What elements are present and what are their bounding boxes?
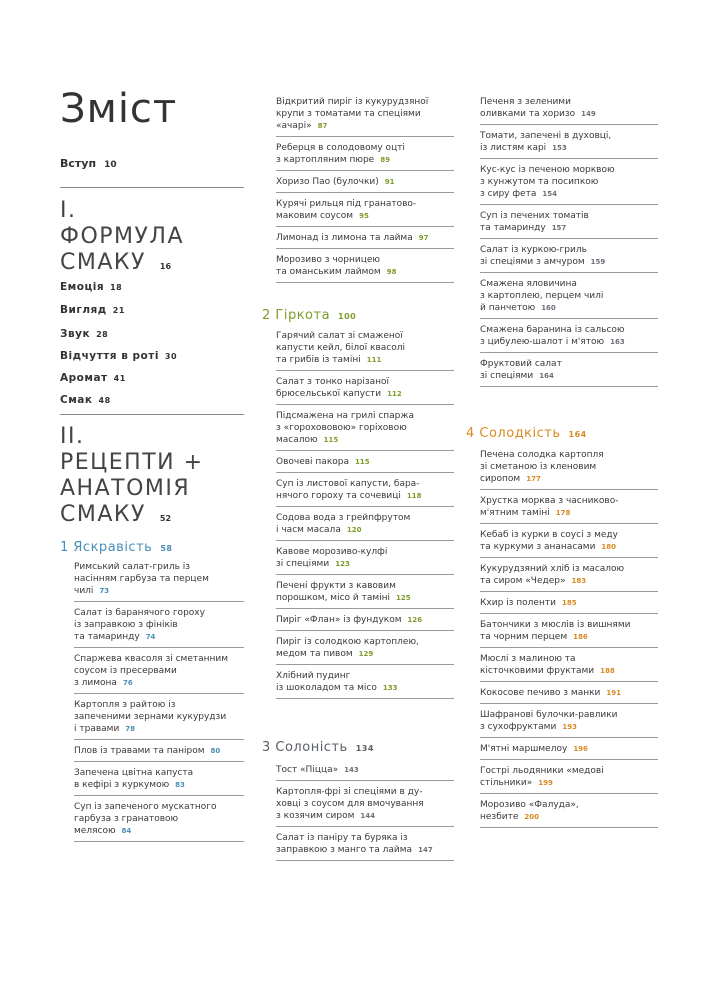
toc-entry[interactable]	[276, 546, 387, 570]
entry-page: 143	[344, 766, 359, 774]
entry-title-line: з «горохововою» горіховою	[276, 423, 407, 433]
entry-page: 129	[358, 650, 374, 658]
chapter-3-heading[interactable]	[262, 740, 374, 755]
entry-title-line: та сиром «Чедер»	[480, 576, 566, 586]
entry-divider	[480, 591, 658, 592]
entry-title-line: Відкритий пиріг із кукурудзяної	[276, 97, 429, 107]
entry-title-line: Суп із запеченого мускатного	[74, 802, 217, 812]
toc-entry[interactable]	[276, 636, 419, 660]
entry-page: 183	[571, 577, 587, 585]
toc-entry[interactable]	[276, 614, 422, 626]
toc-entry[interactable]	[74, 607, 205, 643]
toc-sense-item[interactable]	[60, 372, 126, 384]
entry-title-line: насінням гарбуза та перцем	[74, 574, 209, 584]
chapter-page: 58	[160, 544, 173, 553]
part-2-line3: СМАКУ	[60, 502, 146, 527]
entry-divider	[480, 737, 658, 738]
toc-entry[interactable]	[276, 198, 416, 222]
entry-title-line: та тамаринду	[480, 223, 546, 233]
entry-title-line: із заправкою з фініків	[74, 620, 178, 630]
entry-title-line: незбите	[480, 812, 519, 822]
entry-page: 115	[354, 458, 370, 466]
toc-entry[interactable]	[480, 244, 605, 268]
entry-title-line: Реберця в солодовому оцті	[276, 143, 405, 153]
entry-title-line: Салат із баранячого гороху	[74, 608, 205, 618]
entry-page: 177	[526, 475, 541, 483]
entry-title-line: з картоплею, перцем чилі	[480, 291, 604, 301]
entry-divider	[276, 630, 454, 631]
entry-title-line: Пиріг «Флан» із фундуком	[276, 615, 402, 625]
entry-title-line: Пиріг із солодкою картоплею,	[276, 637, 419, 647]
toc-entry[interactable]	[276, 786, 424, 822]
entry-title-line: Підсмажена на грилі спаржа	[276, 411, 414, 421]
entry-title-line: з кунжутом та посипкою	[480, 177, 599, 187]
sense-label: Смак	[60, 394, 93, 406]
entry-title-line: капусти кейл, білої квасолі	[276, 343, 405, 353]
entry-divider	[276, 248, 454, 249]
toc-entry[interactable]	[276, 456, 370, 468]
toc-entry[interactable]	[480, 358, 562, 382]
entry-title-line: зі спеціями	[276, 559, 330, 569]
entry-page: 112	[387, 390, 402, 398]
part-2-line1: РЕЦЕПТИ +	[60, 450, 204, 475]
entry-title-line: із шоколадом та місо	[276, 683, 377, 693]
entry-title-line: М'ятні маршмелоу	[480, 744, 568, 754]
entry-title-line: з сиру фета	[480, 189, 537, 199]
entry-page: 186	[573, 633, 588, 641]
entry-divider	[480, 557, 658, 558]
entry-page: 73	[99, 587, 110, 595]
sense-page: 41	[113, 374, 126, 383]
entry-divider	[480, 681, 658, 682]
entry-page: 157	[551, 224, 567, 232]
chapter-label: 2 Гіркота	[262, 308, 331, 323]
toc-entry[interactable]	[480, 765, 604, 789]
entry-divider	[480, 647, 658, 648]
entry-title-line: Гарячий салат зі смаженої	[276, 331, 403, 341]
entry-page: 196	[573, 745, 588, 753]
entry-divider	[276, 450, 454, 451]
entry-page: 160	[541, 304, 556, 312]
entry-title-line: Овочеві пакора	[276, 457, 349, 467]
entry-title-line: Морозиво «Фалуда»,	[480, 800, 579, 810]
entry-divider	[480, 523, 658, 524]
entry-page: 111	[366, 356, 382, 364]
part-2-line2: АНАТОМІЯ	[60, 476, 191, 501]
entry-title-line: з козячим сиром	[276, 811, 355, 821]
entry-title-line: мелясою	[74, 826, 116, 836]
toc-entry[interactable]	[276, 232, 429, 244]
part-1-page: 16	[159, 262, 172, 271]
entry-page: 123	[335, 560, 350, 568]
entry-page: 188	[600, 667, 615, 675]
entry-title-line: Суп із листової капусти, бара-	[276, 479, 420, 489]
intro-page: 10	[104, 160, 117, 170]
entry-page: 193	[562, 723, 577, 731]
toc-entry[interactable]	[480, 799, 579, 823]
entry-title-line: крупи з томатами та спеціями	[276, 109, 421, 119]
entry-divider	[276, 860, 454, 861]
entry-title-line: соусом із пресервами	[74, 666, 177, 676]
entry-page: 153	[552, 144, 567, 152]
page-title: Зміст	[60, 86, 178, 132]
chapter-page: 134	[355, 744, 374, 753]
entry-title-line: з сухофруктами	[480, 722, 557, 732]
toc-entry[interactable]	[276, 580, 411, 604]
chapter-label: 3 Солоність	[262, 740, 348, 755]
entry-divider	[276, 698, 454, 699]
entry-page: 74	[145, 633, 156, 641]
toc-entry[interactable]	[74, 801, 216, 837]
entry-title-line: кісточковими фруктами	[480, 666, 595, 676]
toc-entry[interactable]	[276, 764, 359, 776]
entry-page: 163	[610, 338, 625, 346]
toc-entry[interactable]	[276, 832, 433, 856]
entry-title-line: Фруктовий салат	[480, 359, 562, 369]
entry-page: 159	[590, 258, 606, 266]
entry-divider	[480, 352, 658, 353]
entry-divider	[276, 506, 454, 507]
entry-divider	[480, 793, 658, 794]
divider	[60, 414, 244, 415]
toc-entry[interactable]	[74, 561, 209, 597]
entry-divider	[276, 282, 454, 283]
toc-sense-item[interactable]	[60, 304, 125, 316]
entry-title-line: Смажена яловичина	[480, 279, 577, 289]
entry-title-line: Томати, запечені в духовці,	[480, 131, 612, 141]
entry-title-line: Кхир із поленти	[480, 598, 556, 608]
toc-entry[interactable]	[480, 449, 604, 485]
entry-page: 191	[606, 689, 621, 697]
entry-divider	[480, 158, 658, 159]
part-1-line1: ФОРМУЛА	[60, 224, 185, 249]
entry-divider	[74, 601, 244, 602]
entry-title-line: Мюслі з малиною та	[480, 654, 576, 664]
entry-title-line: Курячі рильця під гранатово-	[276, 199, 417, 209]
toc-entry[interactable]	[480, 210, 589, 234]
entry-title-line: і часм масала	[276, 525, 341, 535]
entry-divider	[480, 827, 658, 828]
entry-title-line: з картопляним пюре	[276, 155, 375, 165]
entry-title-line: нячого гороху та сочевиці	[276, 491, 401, 501]
entry-title-line: порошком, місо й таміні	[276, 593, 391, 603]
entry-divider	[276, 404, 454, 405]
entry-title-line: в кефірі з куркумою	[74, 780, 170, 790]
entry-title-line: Картопля-фрі зі спеціями в ду-	[276, 787, 423, 797]
part-2-page: 52	[159, 514, 172, 523]
toc-entry[interactable]	[276, 142, 405, 166]
entry-title-line: Хоризо Пао (булочки)	[276, 177, 379, 187]
entry-divider	[276, 136, 454, 137]
entry-divider	[480, 204, 658, 205]
entry-divider	[74, 795, 244, 796]
entry-divider	[480, 489, 658, 490]
entry-title-line: м'ятним таміні	[480, 508, 550, 518]
entry-title-line: із листям карі	[480, 143, 547, 153]
entry-divider	[276, 608, 454, 609]
entry-page: 199	[538, 779, 553, 787]
sense-label: Емоція	[60, 281, 105, 293]
entry-title-line: та тамаринду	[74, 632, 140, 642]
entry-title-line: запеченими зернами кукурудзи	[74, 712, 227, 722]
entry-title-line: Спаржева квасоля зі сметанним	[74, 654, 229, 664]
entry-page: 149	[581, 110, 596, 118]
sense-page: 21	[112, 306, 125, 315]
entry-title-line: з цибулею-шалот і м'ятою	[480, 337, 605, 347]
entry-page: 200	[524, 813, 540, 821]
entry-divider	[74, 761, 244, 762]
entry-title-line: Шафранові булочки-равлики	[480, 710, 618, 720]
entry-divider	[276, 192, 454, 193]
chapter-4-heading[interactable]	[466, 426, 587, 441]
entry-divider	[74, 647, 244, 648]
part-1-heading	[60, 198, 184, 280]
entry-divider	[480, 703, 658, 704]
entry-divider	[276, 780, 454, 781]
toc-entry[interactable]	[276, 376, 402, 400]
toc-entry[interactable]	[480, 164, 615, 200]
sense-label: Звук	[60, 328, 91, 340]
chapter-label: 1 Яскравість	[60, 540, 153, 555]
entry-title-line: і травами	[74, 724, 120, 734]
toc-sense-item[interactable]	[60, 350, 177, 362]
toc-entry[interactable]	[276, 512, 410, 536]
toc-entry[interactable]	[276, 670, 397, 694]
sense-page: 28	[96, 330, 109, 339]
entry-divider	[276, 170, 454, 171]
entry-page: 185	[561, 599, 577, 607]
entry-title-line: зі сметаною із кленовим	[480, 462, 597, 472]
toc-entry[interactable]	[74, 745, 220, 757]
entry-title-line: гарбуза з гранатовою	[74, 814, 179, 824]
entry-divider	[276, 226, 454, 227]
entry-page: 164	[539, 372, 554, 380]
chapter-page: 164	[568, 430, 587, 439]
entry-title-line: Кокосове печиво з манки	[480, 688, 601, 698]
entry-divider	[480, 759, 658, 760]
entry-divider	[74, 693, 244, 694]
part-1-number: I.	[60, 198, 77, 223]
toc-entry[interactable]	[276, 330, 405, 366]
entry-title-line: Хлібний пудинг	[276, 671, 351, 681]
entry-divider	[276, 574, 454, 575]
entry-title-line: Кавове морозиво-кулфі	[276, 547, 388, 557]
chapter-page: 100	[338, 312, 357, 321]
toc-entry[interactable]	[74, 767, 193, 791]
toc-entry[interactable]	[480, 529, 618, 553]
entry-title-line: Морозиво з чорницею	[276, 255, 380, 265]
entry-title-line: Римський салат-гриль із	[74, 562, 191, 572]
toc-entry[interactable]	[480, 743, 588, 755]
entry-divider	[480, 238, 658, 239]
entry-title-line: Кебаб із курки в соусі з меду	[480, 530, 618, 540]
entry-title-line: Печені фрукти з кавовим	[276, 581, 396, 591]
entry-title-line: Гострі льодяники «медові	[480, 766, 604, 776]
entry-page: 84	[121, 827, 132, 835]
entry-divider	[480, 613, 658, 614]
entry-page: 178	[555, 509, 571, 517]
toc-entry[interactable]	[276, 410, 414, 446]
entry-page: 154	[542, 190, 557, 198]
divider	[60, 187, 244, 188]
entry-title-line: ховці з соусом для вмочування	[276, 799, 424, 809]
entry-title-line: Плов із травами та паніром	[74, 746, 205, 756]
entry-title-line: Тост «Піцца»	[276, 765, 339, 775]
entry-title-line: Содова вода з грейпфрутом	[276, 513, 411, 523]
entry-page: 76	[122, 679, 133, 687]
sense-label: Відчуття в роті	[60, 350, 159, 362]
toc-entry[interactable]	[276, 254, 396, 278]
entry-page: 80	[210, 747, 221, 755]
entry-title-line: Смажена баранина із сальсою	[480, 325, 625, 335]
toc-entry[interactable]	[480, 324, 625, 348]
entry-title-line: Картопля з райтою із	[74, 700, 176, 710]
entry-divider	[480, 272, 658, 273]
sense-label: Аромат	[60, 372, 108, 384]
entry-page: 144	[360, 812, 376, 820]
toc-entry[interactable]	[480, 709, 618, 733]
entry-divider	[74, 739, 244, 740]
entry-divider	[276, 664, 454, 665]
entry-page: 118	[406, 492, 422, 500]
chapter-label: 4 Солодкість	[466, 426, 561, 441]
entry-title-line: «ачарі»	[276, 121, 312, 131]
entry-title-line: Печена солодка картопля	[480, 450, 604, 460]
entry-title-line: Кус-кус із печеною морквою	[480, 165, 615, 175]
intro-label: Вступ	[60, 157, 97, 170]
entry-title-line: медом та пивом	[276, 649, 353, 659]
toc-entry[interactable]	[74, 699, 226, 735]
toc-entry[interactable]	[276, 176, 395, 188]
sense-page: 30	[164, 352, 178, 361]
chapter-2-heading[interactable]	[262, 308, 356, 323]
entry-divider	[480, 124, 658, 125]
entry-divider	[276, 540, 454, 541]
toc-entry[interactable]	[480, 96, 596, 120]
entry-title-line: та чорним перцем	[480, 632, 568, 642]
entry-title-line: заправкою з манго та лайма	[276, 845, 413, 855]
toc-entry[interactable]	[276, 478, 422, 502]
toc-entry[interactable]	[480, 495, 619, 519]
entry-divider	[74, 841, 244, 842]
entry-title-line: Запечена цвітна капуста	[74, 768, 194, 778]
entry-page: 83	[175, 781, 185, 789]
entry-title-line: Батончики з мюслів із вишнями	[480, 620, 631, 630]
entry-title-line: Салат із куркою-гриль	[480, 245, 587, 255]
chapter-1-heading[interactable]	[60, 540, 172, 555]
sense-label: Вигляд	[60, 304, 107, 316]
toc-entry[interactable]	[276, 96, 428, 132]
entry-page: 120	[346, 526, 362, 534]
entry-page: 115	[323, 436, 339, 444]
entry-page: 89	[380, 156, 390, 164]
entry-divider	[480, 318, 658, 319]
entry-divider	[480, 386, 658, 387]
entry-divider	[276, 472, 454, 473]
toc-entry[interactable]	[480, 687, 621, 699]
entry-title-line: зі спеціями з амчуром	[480, 257, 585, 267]
entry-title-line: Суп із печених томатів	[480, 211, 589, 221]
part-2-number: II.	[60, 424, 85, 449]
toc-entry[interactable]	[480, 653, 615, 677]
entry-title-line: брюсельської капусти	[276, 389, 382, 399]
sense-page: 48	[98, 396, 111, 405]
toc-sense-item[interactable]	[60, 394, 111, 406]
toc-entry[interactable]	[480, 278, 603, 314]
entry-title-line: й панчетою	[480, 303, 536, 313]
entry-title-line: Кукурудзяний хліб із масалою	[480, 564, 625, 574]
entry-divider	[276, 826, 454, 827]
entry-page: 98	[386, 268, 397, 276]
entry-page: 125	[396, 594, 411, 602]
toc-entry[interactable]	[480, 619, 631, 643]
toc-entry[interactable]	[480, 563, 624, 587]
toc-sense-item[interactable]	[60, 328, 108, 340]
entry-title-line: Печеня з зеленими	[480, 97, 571, 107]
entry-title-line: зі спеціями	[480, 371, 534, 381]
entry-title-line: масалою	[276, 435, 318, 445]
entry-title-line: та куркуми з ананасами	[480, 542, 596, 552]
toc-entry[interactable]	[74, 653, 228, 689]
entry-title-line: стільники»	[480, 778, 533, 788]
entry-title-line: Хрустка морква з часниково-	[480, 496, 619, 506]
entry-title-line: маковим соусом	[276, 211, 354, 221]
toc-intro[interactable]	[60, 157, 117, 170]
toc-sense-item[interactable]	[60, 281, 122, 293]
part-1-line2: СМАКУ	[60, 250, 146, 275]
entry-page: 97	[418, 234, 429, 242]
entry-page: 180	[601, 543, 617, 551]
entry-title-line: Салат із паніру та буряка із	[276, 833, 408, 843]
entry-page: 95	[359, 212, 369, 220]
part-2-heading	[60, 424, 204, 532]
entry-page: 126	[407, 616, 423, 624]
entry-page: 87	[317, 122, 328, 130]
entry-title-line: Лимонад із лимона та лайма	[276, 233, 413, 243]
entry-page: 78	[125, 725, 136, 733]
toc-entry[interactable]	[480, 597, 577, 609]
entry-title-line: чилі	[74, 586, 94, 596]
sense-page: 18	[110, 283, 123, 292]
entry-title-line: оливками та хоризо	[480, 109, 576, 119]
entry-title-line: сиропом	[480, 474, 521, 484]
entry-title-line: та грибів із таміні	[276, 355, 361, 365]
entry-page: 147	[418, 846, 433, 854]
entry-title-line: Салат з тонко нарізаної	[276, 377, 390, 387]
entry-divider	[276, 370, 454, 371]
entry-page: 133	[382, 684, 398, 692]
entry-page: 91	[384, 178, 395, 186]
entry-title-line: з лимона	[74, 678, 117, 688]
entry-title-line: та оманським лаймом	[276, 267, 381, 277]
toc-entry[interactable]	[480, 130, 611, 154]
